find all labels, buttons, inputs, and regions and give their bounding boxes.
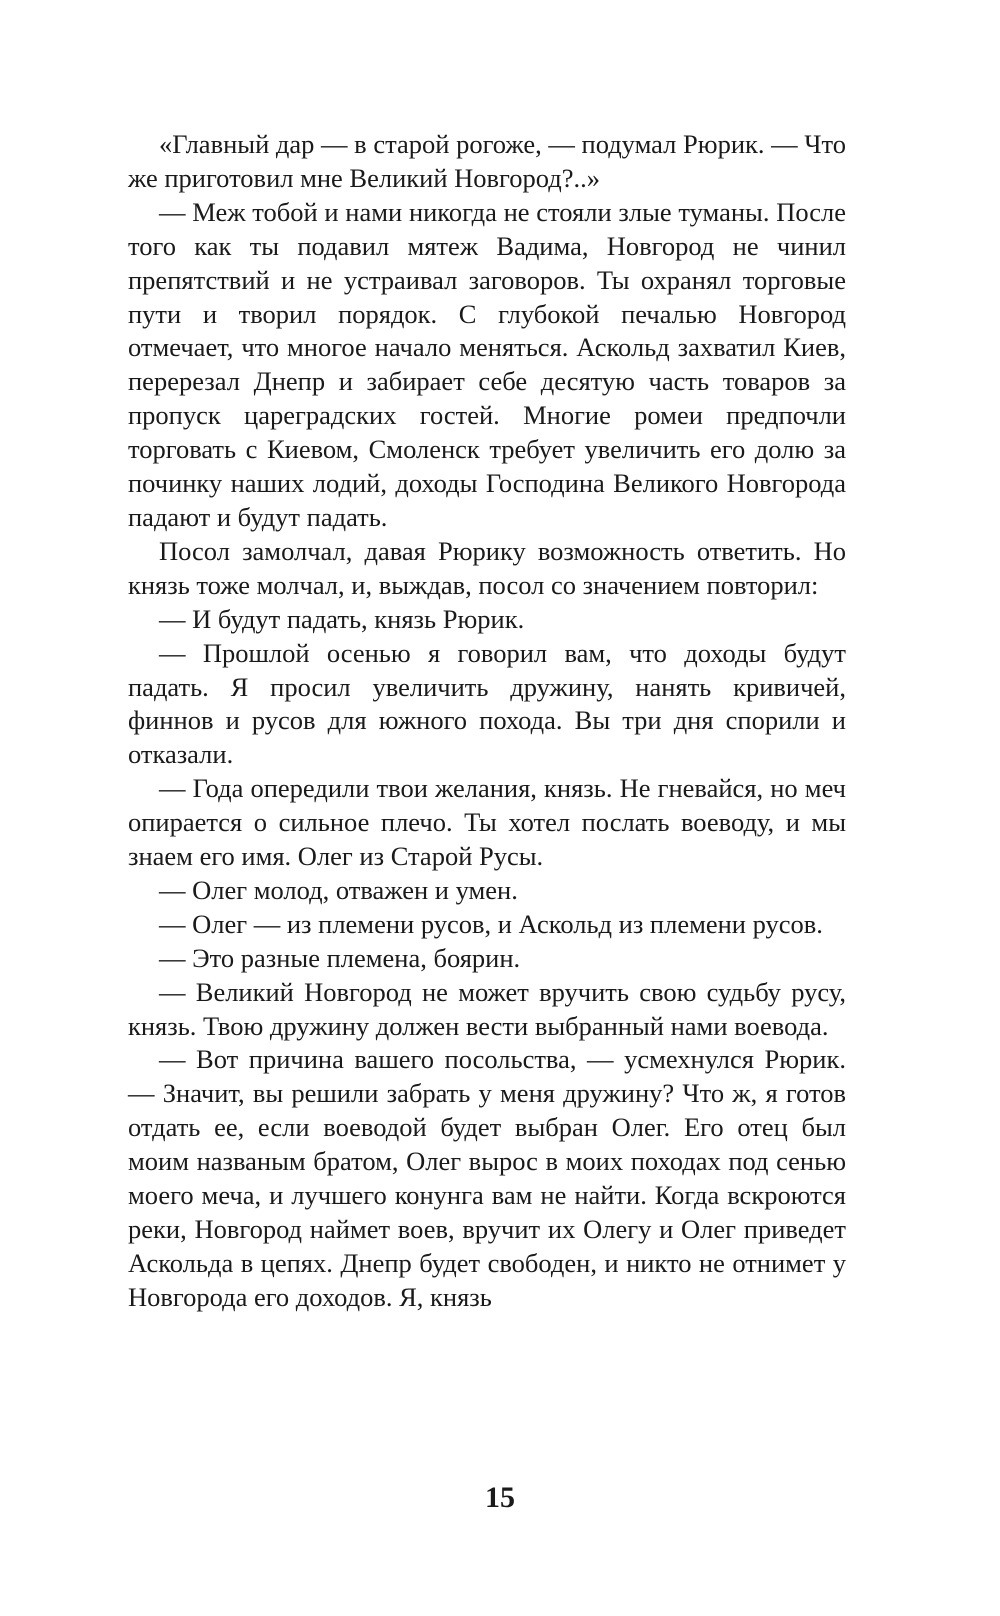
paragraph-3: Посол замолчал, давая Рюрику возможность ответить. Но князь тоже молчал, и, выждав, посол со значением повторил: [128,535,846,600]
paragraph-7: — Олег молод, отважен и умен. [159,874,518,905]
paragraph-11: — Вот причина вашего посольства, — усмехнулся Рюрик. — Значит, вы решили забрать у меня дружину? Что ж, я готов отдать ее, если воеводой будет выбран Олег. Его отец был моим названым братом, Олег вырос в моих походах под сенью моего меча, и лучшего конунга вам не найти. Когда вскроются реки, Новгород наймет воев, вручит их Олегу и Олег приведет Аскольда в цепях. Днепр будет свободен, и никто не отнимет у Новгорода его доходов. Я, князь [128,1044,846,1312]
paragraph-6: — Года опередили твои желания, князь. Не гневайся, но меч опирается о сильное плечо. Ты хотел послать воеводу, и мы знаем его имя. Олег из Старой Русы. [128,773,846,872]
paragraph-9: — Это разные племена, боярин. [159,942,521,973]
paragraph-2: — Меж тобой и нами никогда не стояли злые туманы. После того как ты подавил мятеж Вадима, Новгород не чинил препятствий и не устраивал заговоров. Ты охранял торговые пути и творил порядок. С глубокой печалью Новгород отмечает, что многое начало меняться. Аскольд захватил Киев, перерезал Днепр и забирает себе десятую часть товаров за пропуск цареградских гостей. Многие ромеи предпочли торговать с Киевом, Смоленск требует увеличить его долю за починку наших лодий, доходы Господина Великого Новгорода падают и будут падать. [128,196,846,532]
page-number: 15 [485,1481,515,1514]
body-text [128,128,846,1315]
paragraph-4: — И будут падать, князь Рюрик. [159,603,525,634]
paragraph-5: — Прошлой осенью я говорил вам, что доходы будут падать. Я просил увеличить дружину, нанять кривичей, финнов и русов для южного похода. Вы три дня спорили и отказали. [128,637,846,770]
paragraph-1: «Главный дар — в старой рогоже, — подумал Рюрик. — Что же приготовил мне Великий Новгород?..» [128,129,846,193]
paragraph-10: — Великий Новгород не может вручить свою судьбу русу, князь. Твою дружину должен вести выбранный нами воевода. [128,976,846,1041]
paragraph-8: — Олег — из племени русов, и Аскольд из племени русов. [159,908,823,939]
